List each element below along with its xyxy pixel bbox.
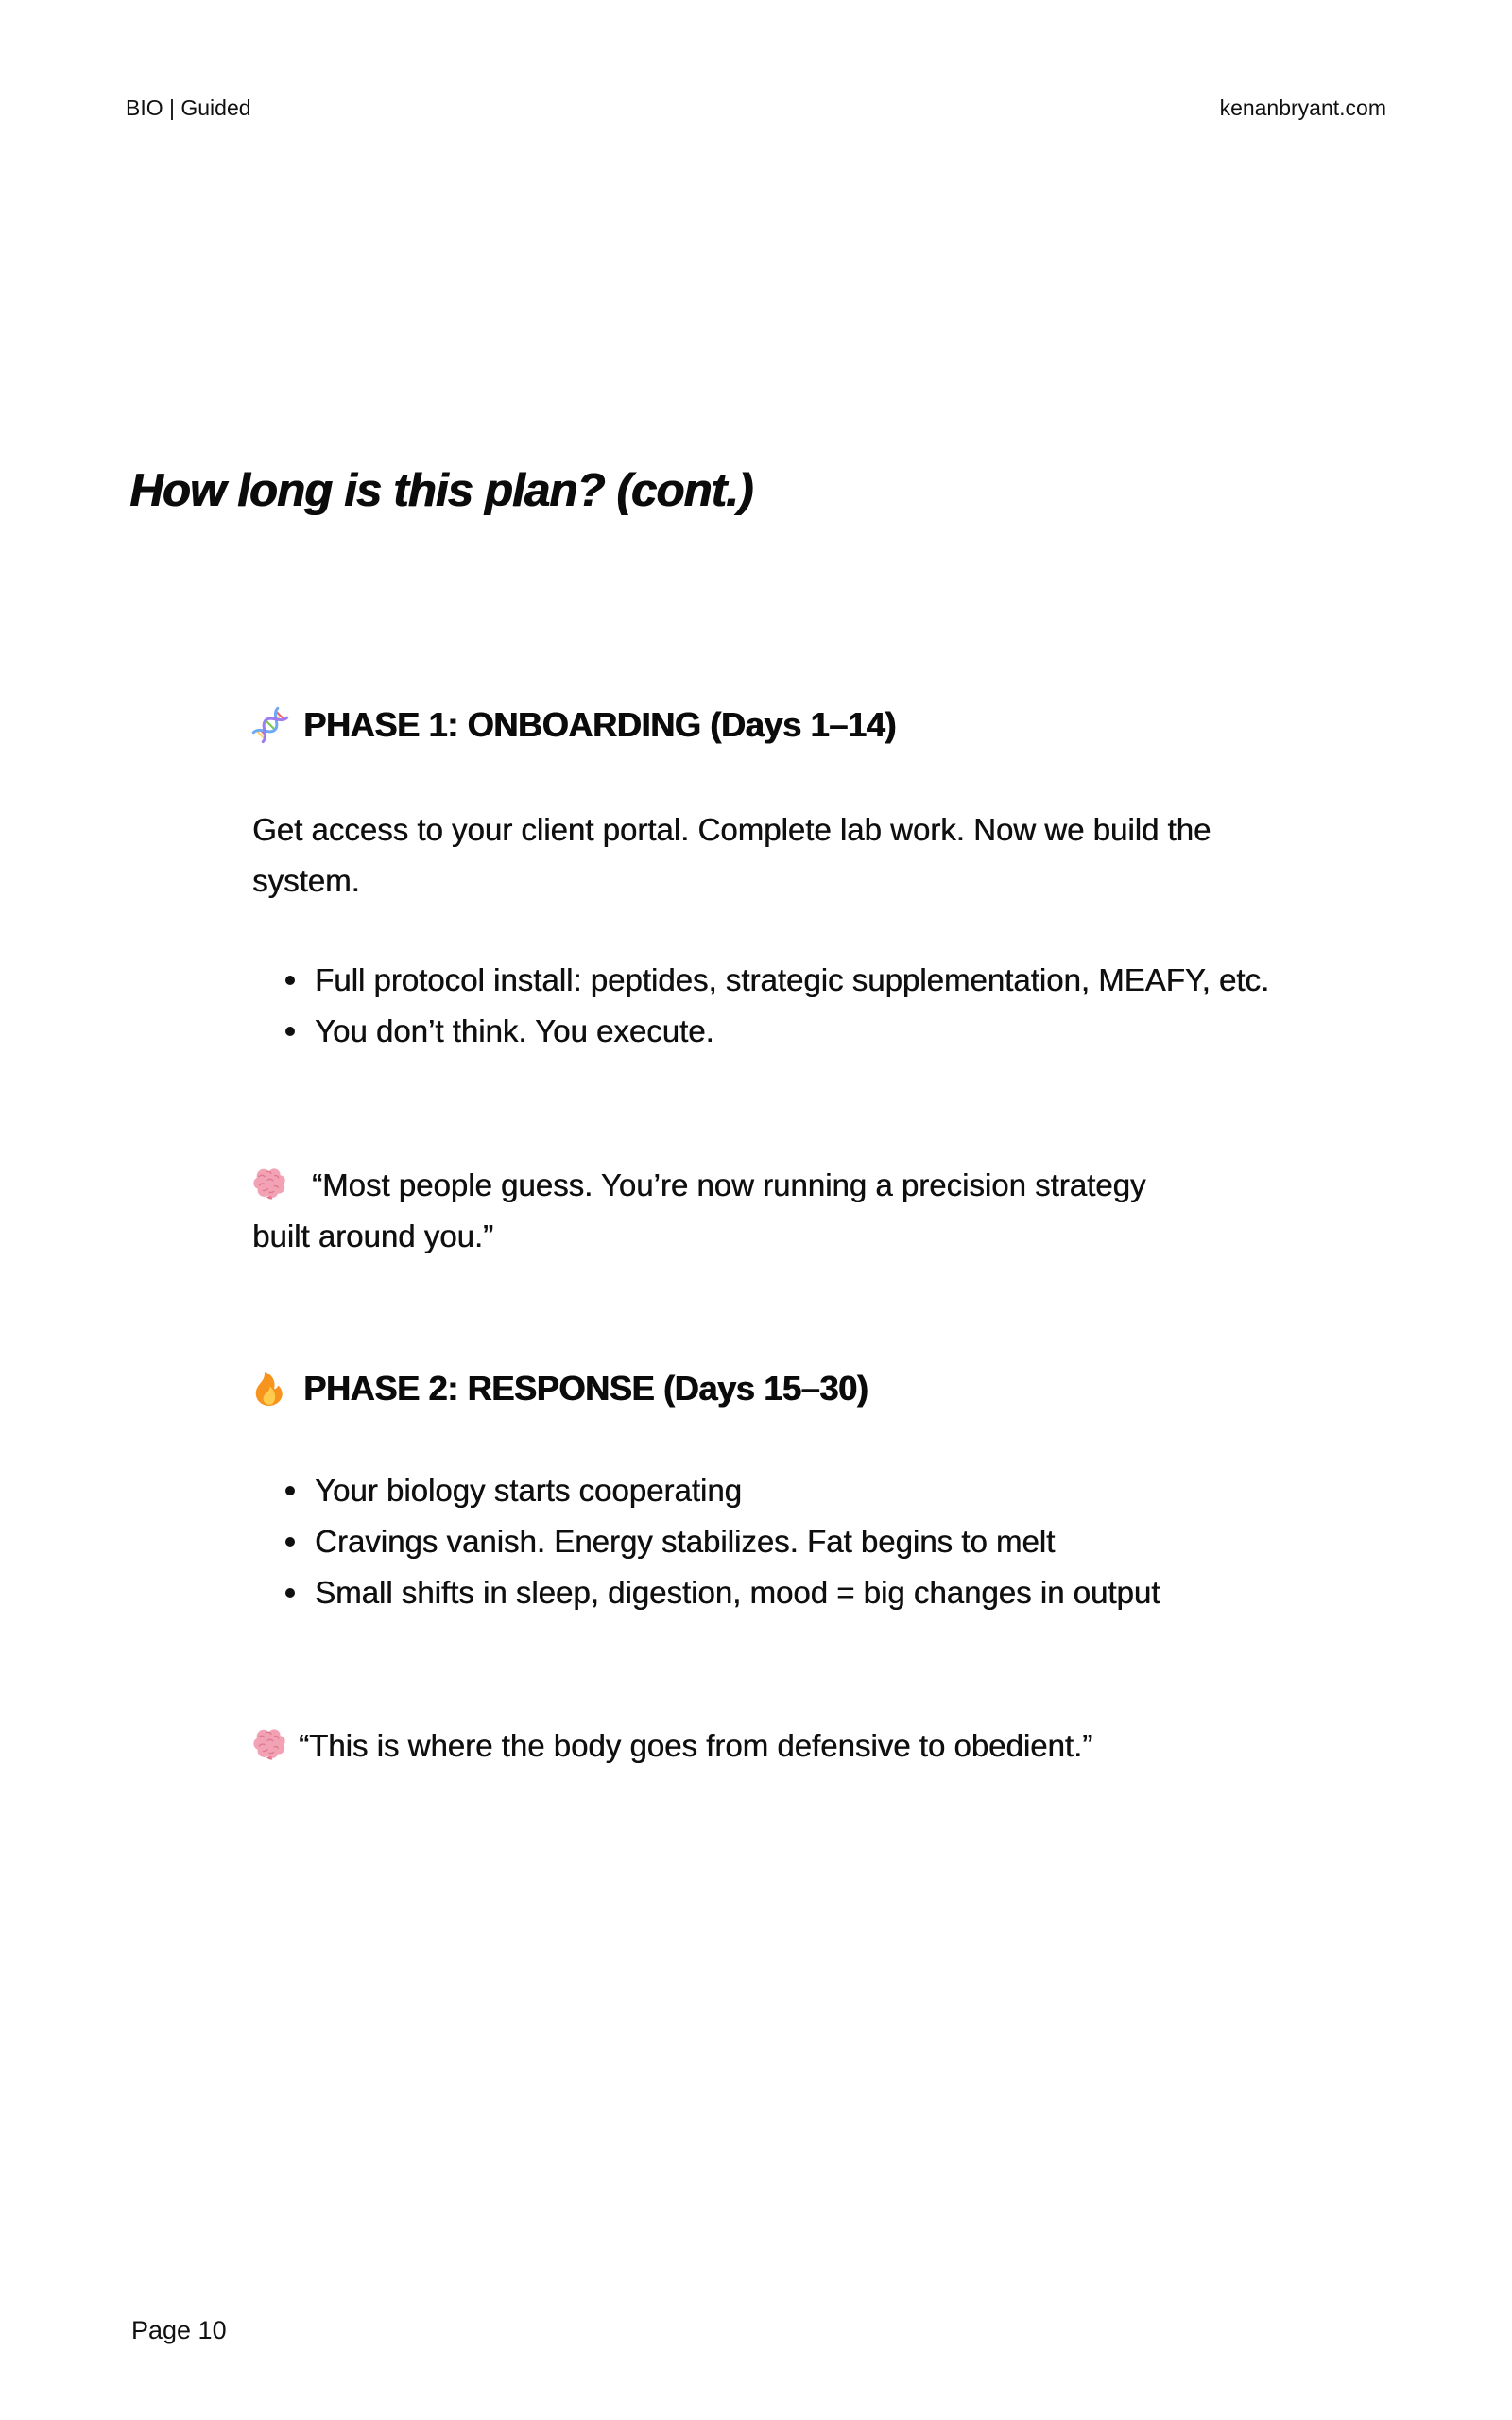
list-item: You don’t think. You execute. <box>315 1006 1307 1057</box>
phase1-quote <box>252 1160 1207 1262</box>
phase2-bullet-list <box>315 1465 1307 1618</box>
page-title: How long is this plan? (cont.) <box>129 465 753 516</box>
list-item: Cravings vanish. Energy stabilizes. Fat begins to melt <box>315 1516 1307 1567</box>
page-footer <box>131 2316 227 2344</box>
header-site-link[interactable]: kenanbryant.com <box>1219 95 1386 120</box>
fire-icon <box>251 1370 289 1408</box>
list-item: Small shifts in sleep, digestion, mood = big changes in output <box>315 1567 1307 1618</box>
page-header <box>126 96 1386 120</box>
phase2-heading-label: PHASE 2: RESPONSE (Days 15–30) <box>303 1369 868 1408</box>
list-item: Your biology starts cooperating <box>315 1465 1307 1516</box>
brain-icon <box>252 1166 287 1201</box>
brain-icon <box>252 1726 287 1761</box>
list-item: Full protocol install: peptides, strategic supplementation, MEAFY, etc. <box>315 955 1307 1006</box>
phase1-quote-text: “Most people guess. You’re now running a precision strategy built around you.” <box>252 1167 1146 1253</box>
phase2-quote-text: “This is where the body goes from defensive to obedient.” <box>299 1728 1093 1763</box>
page-number: Page 10 <box>131 2316 227 2344</box>
phase2-quote <box>252 1720 1092 1772</box>
phase1-bullet-list <box>315 955 1307 1057</box>
phase2-heading <box>251 1367 868 1410</box>
phase1-intro: Get access to your client portal. Complete lab work. Now we build the system. <box>252 812 1211 898</box>
phase1-heading <box>251 703 896 747</box>
dna-icon <box>251 706 289 744</box>
phase1-heading-label: PHASE 1: ONBOARDING (Days 1–14) <box>303 705 896 744</box>
header-brand: BIO | Guided <box>126 95 251 120</box>
